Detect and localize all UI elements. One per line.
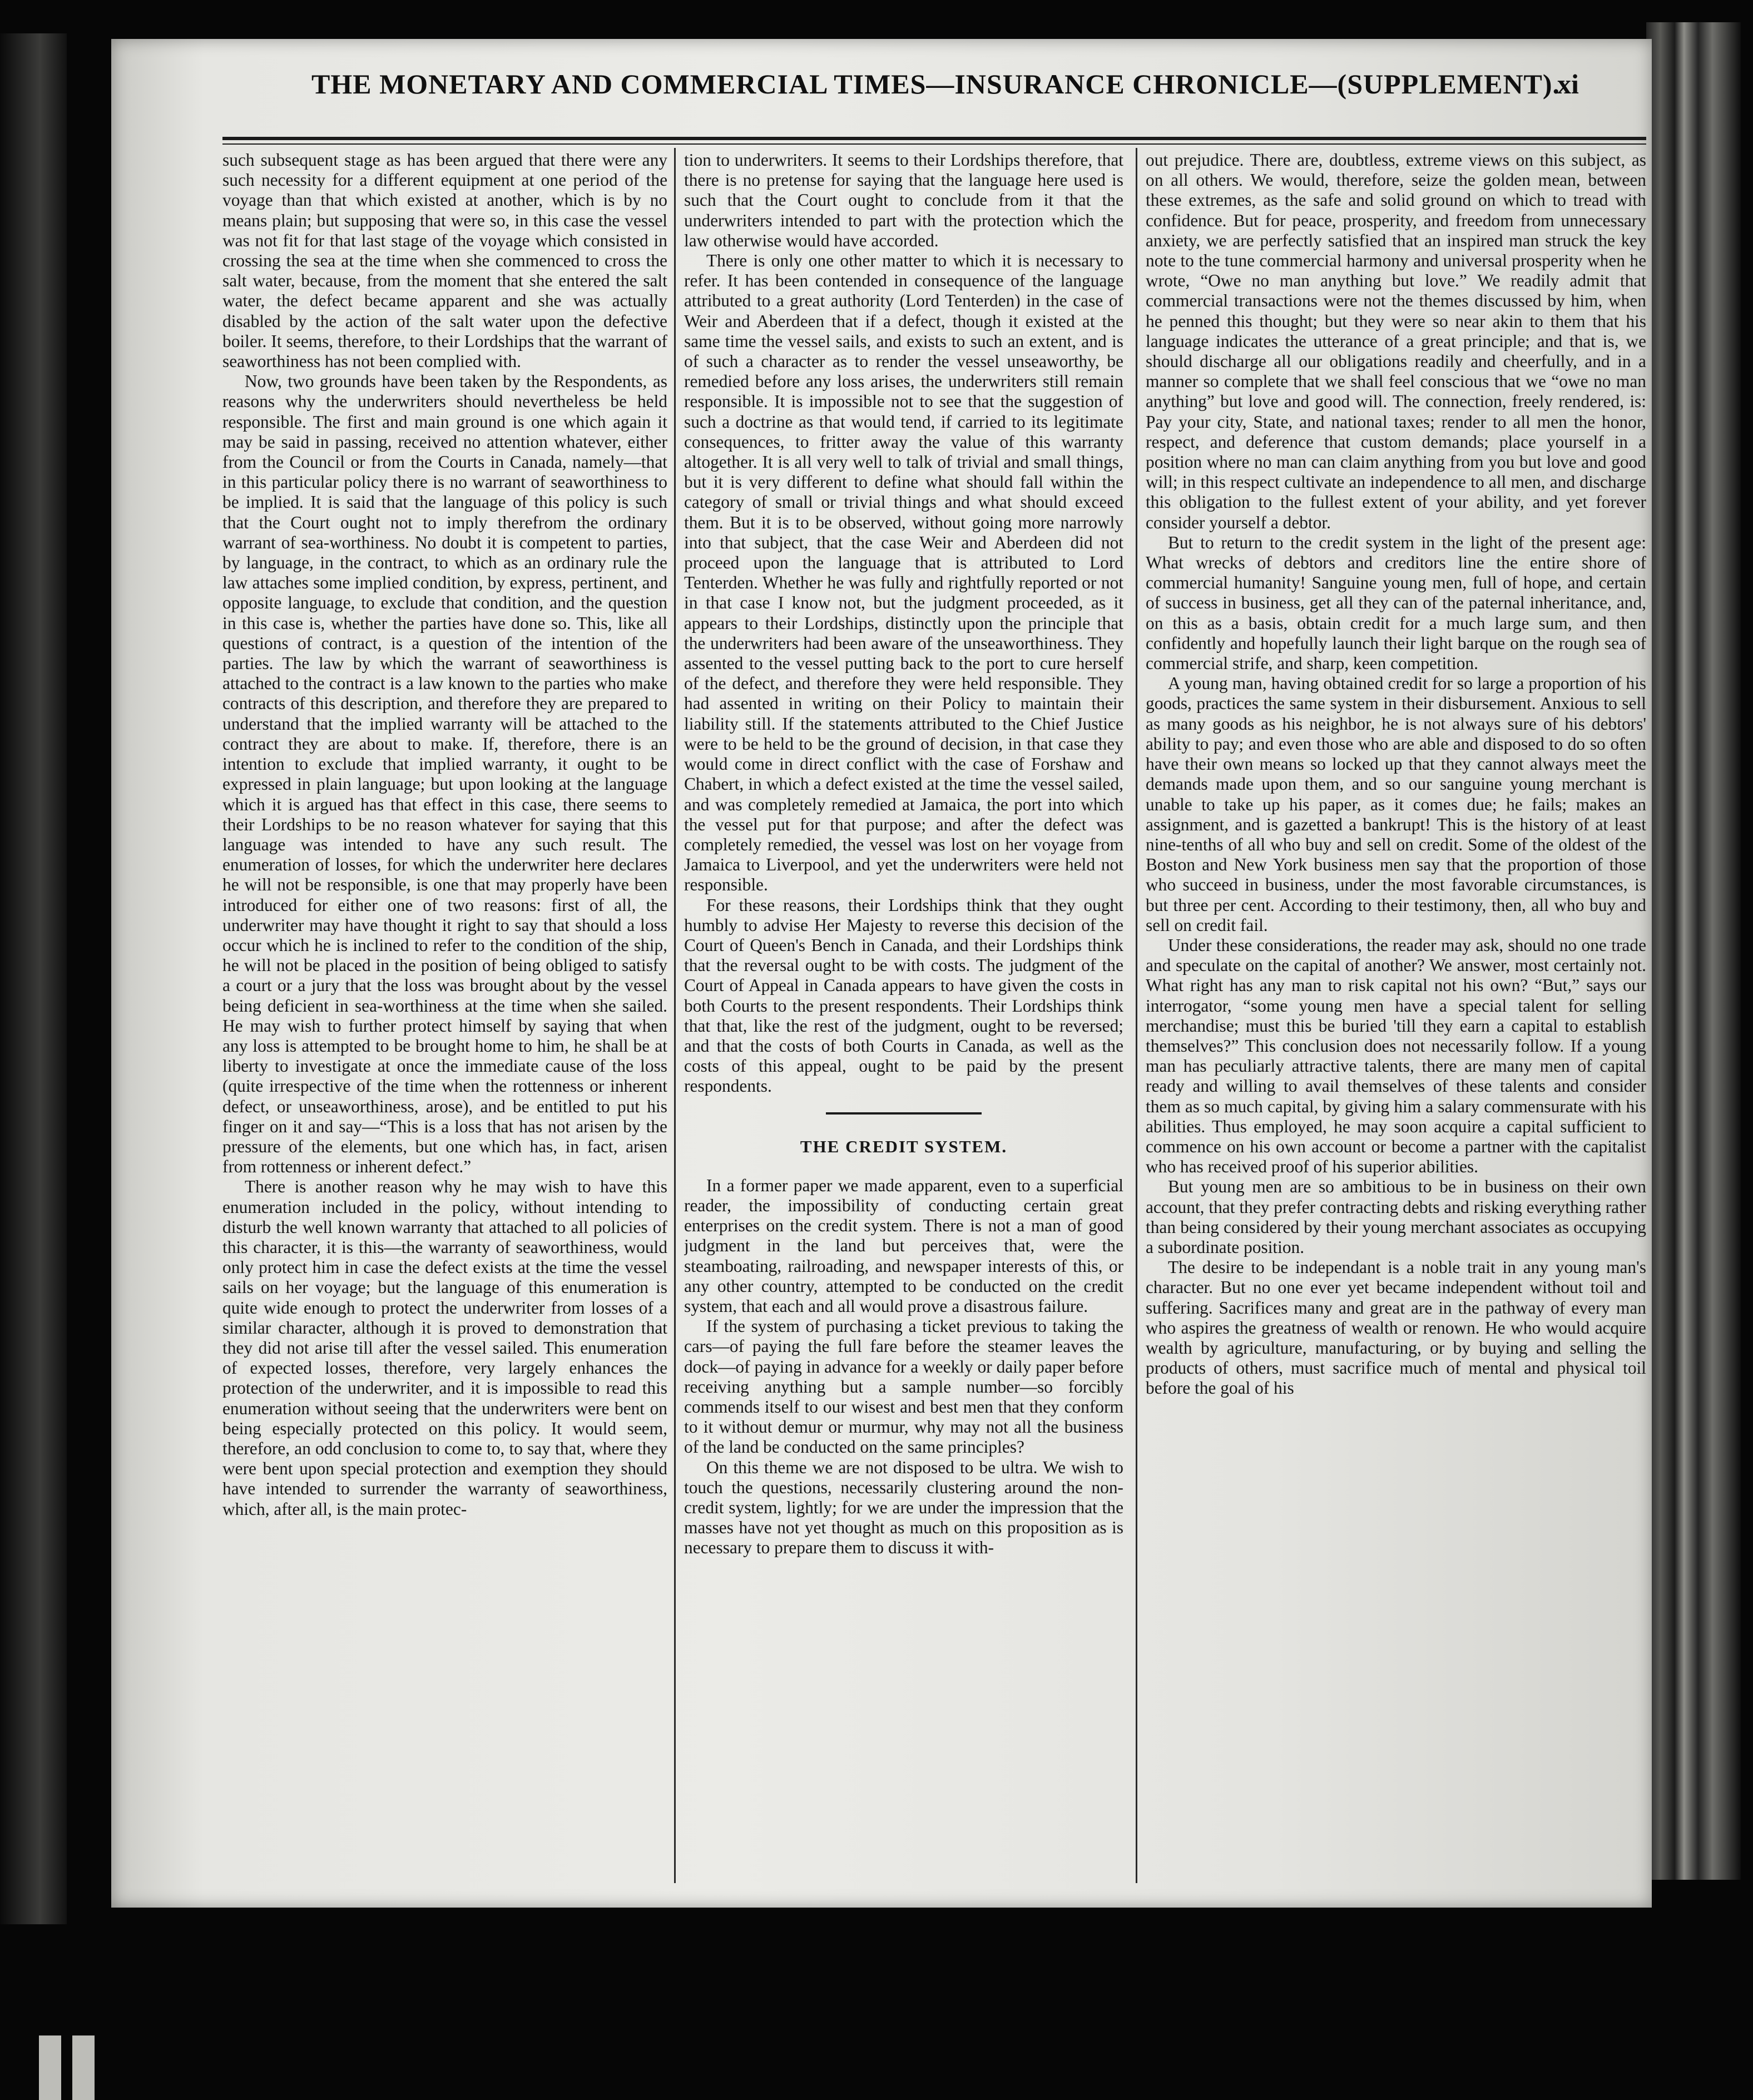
col2-paragraph: tion to underwriters. It seems to their Lordships therefore, that there is no pretense for saying that the language here used is such that the Court ought to conclude from it that the underwriters intended to part with the protection which the law otherwise would have accorded. <box>684 150 1123 250</box>
col2-paragraph: For these reasons, their Lordships think that they ought humbly to advise Her Majesty to reverse this decision of the Court of Queen's Bench in Canada, and their Lordships think that the reversal ought to be with costs. The judgment of the Court of Appeal in Canada appears to have given the costs in both Courts to the present respondents. Their Lordships think that that, like the rest of the judgment, ought to be reversed; and that the costs of both Courts in Canada, as well as the costs of this appeal, ought to be paid by the present respondents. <box>684 895 1123 1096</box>
page-number: xi <box>1557 68 1579 100</box>
book-page-edges <box>1646 22 1741 1880</box>
column-rule-1 <box>674 148 676 1883</box>
col3-paragraph: out prejudice. There are, doubtless, extreme views on this subject, as on all others. We would, therefore, seize the golden mean, between these extremes, as the safe and solid ground on which to tread with confidence. But for peace, prosperity, and freedom from unnecessary anxiety, we are perfectly satisfied that an inspired man struck the key note to the tune commercial harmony and universal prosperity when he wrote, “Owe no man anything but love.” We readily admit that commercial transactions were not the themes discussed by him, when he penned this thought; but they were so near akin to them that his language indicates the utterance of a great principle; and that is, we should discharge all our obligations readily and cheerfully, and in a manner so complete that we shall feel conscious that we “owe no man anything” but love and good will. The connection, freely rendered, is: Pay your city, State, and national taxes; render to all men the honor, respect, and deference that custom demands; place yourself in a position where no man can claim anything from you but love and good will; in this respect cultivate an independence to all men, and discharge this obligation to the fullest extent of your ability, and yet forever consider yourself a debtor. <box>1146 150 1646 532</box>
section-divider <box>826 1112 982 1115</box>
col2-paragraph: There is only one other matter to which it is necessary to refer. It has been contended in consequence of the language attributed to a great authority (Lord Tenterden) in the case of Weir and Aberdeen that if a defect, though it existed at the same time the vessel sails, and exists to such an extent, and is of such a character as to render the vessel unseaworthy, be remedied before any loss arises, the underwriters still remain responsible. It is impossible not to see that the suggestion of such a doctrine as that would tend, if carried to its legitimate consequences, to fritter away the value of this warranty altogether. It is all very well to talk of trivial and small things, but it is very different to define what should fall within the category of small or trivial things and what should exceed them. But it is to be observed, without going more narrowly into that subject, that the case Weir and Aberdeen did not proceed upon the language that is attributed to Lord Tenterden. Whether he was fully and rightfully reported or not in that case I know not, but the judgment proceeded, as it appears to their Lordships, distinctly upon the principle that the underwriters had been aware of the unseaworthiness. They assented to the vessel putting back to the port to cure herself of the defect, and therefore they were held responsible. They had assented in writing on their Policy to maintain their liability still. If the statements attributed to the Chief Justice were to be held to be the ground of decision, in that case they would come in direct conflict with the case of Forshaw and Chabert, in which a defect existed at the time the vessel sailed, and was completely remedied at Jamaica, the port into which the vessel put for that purpose; and after the defect was completely remedied, the vessel was lost on her voyage from Jamaica to Liverpool, and yet the underwriters were held not responsible. <box>684 251 1123 895</box>
scan-mark-left <box>39 2035 61 2100</box>
header-rule-thin <box>222 143 1646 145</box>
column-1 <box>222 150 667 1891</box>
col2-paragraph: If the system of purchasing a ticket previous to taking the cars—of paying the full fare before the steamer leaves the dock—of paying in advance for a weekly or daily paper before receiving anything but a sample number—so forcibly commends itself to our wisest and best men that they conform to it without demur or murmur, why may not all the business of the land be conducted on the same principles? <box>684 1316 1123 1457</box>
column-3 <box>1146 150 1646 1891</box>
col2-paragraph: On this theme we are not disposed to be ultra. We wish to touch the questions, necessarily clustering around the non-credit system, lightly; for we are under the impression that the masses have not yet thought as much on this proposition as is necessary to prepare them to discuss it with- <box>684 1457 1123 1558</box>
col3-paragraph: But to return to the credit system in the light of the present age: What wrecks of debtors and creditors line the entire shore of commercial humanity! Sanguine young men, full of hope, and certain of success in business, get all they can of the paternal inheritance, and, on this as a basis, obtain credit for a much large sum, and then confidently and hopefully launch their light barque on the rough sea of commercial strife, and sharp, keen competition. <box>1146 532 1646 673</box>
column-rule-2 <box>1136 148 1137 1883</box>
newspaper-page <box>111 39 1652 1908</box>
col3-paragraph: But young men are so ambitious to be in business on their own account, that they prefer contracting debts and risking everything rather than being considered by their young merchant associates as occupying a subordinate position. <box>1146 1177 1646 1257</box>
col1-paragraph: Now, two grounds have been taken by the Respondents, as reasons why the underwriters should nevertheless be held responsible. The first and main ground is one which again it may be said in passing, received no attention whatever, either from the Council or from the Courts in Canada, namely—that in this particular policy there is no warrant of seaworthiness to be implied. It is said that the language of this policy is such that the Court ought not to imply therefrom the ordinary warrant of sea-worthiness. No doubt it is competent to parties, by language, in the contract, to which as an ordinary rule the law attaches some implied condition, by express, pertinent, and opposite language, to exclude that condition, and the question in this case is, whether the parties have done so. This, like all questions of contract, is a question of the intention of the parties. The law by which the warrant of seaworthiness is attached to the contract is a law known to the parties who make contracts of this description, and therefore they are prepared to understand that the implied warranty will be attached to the contract they are about to make. If, therefore, there is an intention to exclude that implied warranty, it ought to be expressed in plain language; but upon looking at the language which it is argued has that effect in this case, there seems to their Lordships to be no reason whatever for saying that this language was intended to have any such result. The enumeration of losses, for which the underwriter here declares he will not be responsible, is one that may properly have been introduced for either one of two reasons: first of all, the underwriter may have thought it right to say that should a loss occur which he is inclined to refer to the condition of the ship, he will not be placed in the position of being obliged to satisfy a court or a jury that the loss was brought about by the vessel being deficient in sea-worthiness at the time when she sailed. He may wish to further protect himself by saying that when any loss is attempted to be brought home to him, he shall be at liberty to investigate at once the immediate cause of the loss (quite irrespective of the time when the rottenness or inherent defect, or unseaworthiness, arose), and be entitled to put his finger on it and say—“This is a loss that has not arisen by the pressure of the elements, but one which has, in fact, arisen from rottenness or inherent defect.” <box>222 372 667 1177</box>
col3-paragraph: The desire to be independant is a noble trait in any young man's character. But no one ever yet became independent without toil and suffering. Sacrifices many and great are in the pathway of every man who aspires the greatness of wealth or renown. He who would acquire wealth by agriculture, manufacturing, or by buying and selling the products of others, must sacrifice much of mental and physical toil before the goal of his <box>1146 1257 1646 1398</box>
col3-paragraph: Under these considerations, the reader may ask, should no one trade and speculate on the capital of another? We answer, most certainly not. What right has any man to risk capital not his own? “But,” says our interrogator, “some young men have a special talent for selling merchandise; must this be buried 'till they earn a capital to establish themselves?” This conclusion does not necessarily follow. If a young man has peculiarly attractive talents, there are many men of capital ready and willing to avail themselves of these talents and consider them as so much capital, by giving him a salary commensurate with his abilities. Thus employed, he may soon acquire a capital sufficient to commence on his own account or become a partner with the capitalist who has received proof of his superior abilities. <box>1146 935 1646 1177</box>
column-2 <box>684 150 1123 1891</box>
scan-left-margin <box>0 33 67 1924</box>
col1-paragraph: There is another reason why he may wish to have this enumeration included in the policy, without intending to disturb the well known warranty that attached to all policies of this character, it is this—the warranty of seaworthiness, would only protect him in case the defect exists at the time the vessel sails on her voyage; but the language of this enumeration is quite wide enough to protect the underwriter from losses of a similar character, although it is proved to demonstration that they did not arise till after the vessel sailed. This enumeration of expected losses, therefore, very largely enhances the protection of the underwriter, and it is impossible to read this enumeration without seeing that the underwriters were bent on being especially protected on this policy. It would seem, therefore, an odd conclusion to come to, to say that, where they were bent upon special protection and exemption they should have intended to surrender the warranty of seaworthiness, which, after all, is the main protec- <box>222 1177 667 1519</box>
col2-paragraph: In a former paper we made apparent, even to a superficial reader, the impossibility of conducting certain great enterprises on the credit system. There is not a man of good judgment in the land but perceives that, were the steamboating, railroading, and newspaper interests of this, or any other country, attempted to be conducted on the credit system, that each and all would prove a disastrous failure. <box>684 1175 1123 1316</box>
col1-paragraph: such subsequent stage as has been argued that there were any such necessity for a different equipment at one period of the voyage than that which existed at another, which is by no means plain; but supposing that were so, in this case the vessel was not fit for that last stage of the voyage which consisted in crossing the sea at the time when she commenced to cross the salt water, because, from the moment that she entered the salt water, the defect became apparent and she was actually disabled by the action of the salt water upon the defective boiler. It seems, therefore, to their Lordships that the warrant of seaworthiness has not been complied with. <box>222 150 667 372</box>
running-header: THE MONETARY AND COMMERCIAL TIMES—INSURANCE CHRONICLE—(SUPPLEMENT). <box>311 68 1561 100</box>
col3-paragraph: A young man, having obtained credit for so large a proportion of his goods, practices the same system in their disbursement. Anxious to sell as many goods as his neighbor, he is not always sure of his debtors' ability to pay; and even those who are able and disposed to do so often have their own means so locked up that they cannot always meet the demands made upon them, and so our sanguine young merchant is unable to take up his paper, as it comes due; he fails; makes an assignment, and is gazetted a bankrupt! This is the history of at least nine-tenths of all who buy and sell on credit. Some of the oldest of the Boston and New York business men say that the proportion of those who succeed in business, under the most favorable circumstances, is but three per cent. According to their testimony, then, all who buy and sell on credit fail. <box>1146 673 1646 935</box>
scan-mark-right <box>72 2035 95 2100</box>
header-rule-thick <box>222 137 1646 140</box>
section-title: THE CREDIT SYSTEM. <box>800 1136 1008 1156</box>
